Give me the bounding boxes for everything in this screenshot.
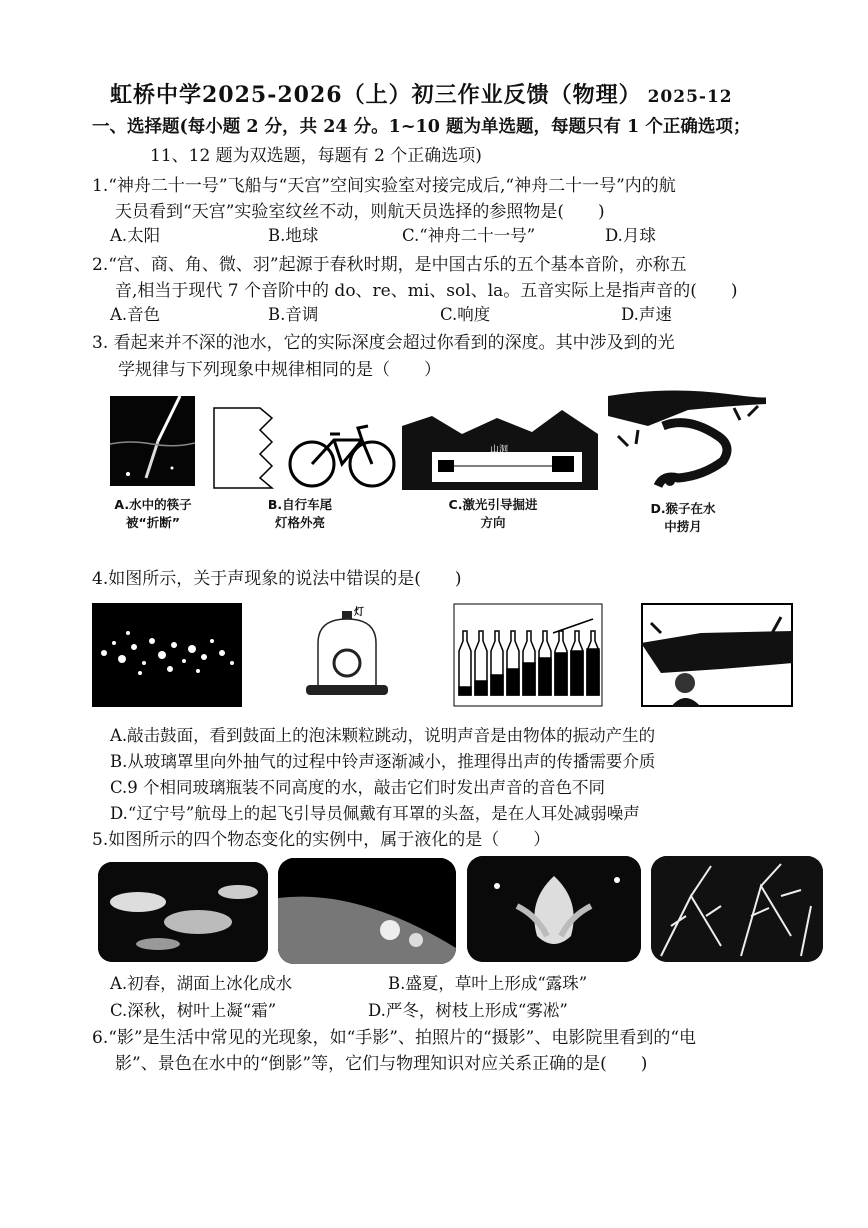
q1-stem-2: 天员看到“天宫”实验室纹丝不动，则航天员选择的参照物是( ) <box>115 202 605 222</box>
q3-image-bicycle <box>212 404 402 490</box>
q4-image-drum <box>92 603 242 707</box>
tunnel-label: 山洞 <box>490 445 509 455</box>
q5-option-c: C.深秋，树叶上凝“霜” <box>110 1001 277 1020</box>
q2-option-b: B.音调 <box>268 305 319 324</box>
q3-image-chopsticks <box>110 396 195 486</box>
q2-option-c: C.响度 <box>440 305 491 324</box>
q5-option-b: B.盛夏，草叶上形成“露珠” <box>388 974 588 993</box>
title-date: 2025-12 <box>647 87 733 107</box>
q5-image-dew <box>278 858 456 964</box>
q5-image-melting-ice <box>98 862 268 962</box>
q4-image-bell-jar <box>298 603 396 707</box>
q2-option-d: D.声速 <box>621 305 672 324</box>
q4-option-a: A.敲击鼓面，看到鼓面上的泡沫颗粒跳动，说明声音是由物体的振动产生的 <box>110 726 656 745</box>
q4-option-b: B.从玻璃罩里向外抽气的过程中铃声逐渐减小，推理得出声的传播需要介质 <box>110 752 656 771</box>
title-text: 虹桥中学2025-2026（上）初三作业反馈（物理） <box>110 82 642 108</box>
q3-stem-1: 3. 看起来并不深的池水，它的实际深度会超过你看到的深度。其中涉及到的光 <box>92 333 675 353</box>
q4-image-bottles <box>453 603 603 707</box>
q4-option-d: D.“辽宁号”航母上的起飞引导员佩戴有耳罩的头盔，是在人耳处减弱噪声 <box>110 804 640 823</box>
q2-stem-1: 2.“宫、商、角、微、羽”起源于春秋时期，是中国古乐的五个基本音阶，亦称五 <box>92 255 687 275</box>
q3-caption-b: B.自行车尾 灯格外亮 <box>267 497 333 530</box>
q3-image-monkeys <box>608 386 766 490</box>
q3-caption-c: C.激光引导掘进 方向 <box>448 497 538 530</box>
q3-caption-d: D.猴子在水 中捞月 <box>650 501 716 534</box>
section-heading: 一、选择题(每小题 2 分，共 24 分。1~10 题为单选题，每题只有 1 个正确选项； <box>92 117 751 137</box>
q1-option-c: C.“神舟二十一号” <box>402 226 536 245</box>
page-title <box>110 78 733 109</box>
section-heading-2: 11、12 题为双选题，每题有 2 个正确选项) <box>150 146 482 166</box>
bell-label: 灯 <box>354 607 364 618</box>
q1-option-d: D.月球 <box>605 226 656 245</box>
q4-image-carrier <box>641 603 793 707</box>
q3-image-tunnel <box>402 404 598 490</box>
q1-stem-1: 1.“神舟二十一号”飞船与“天宫”空间实验室对接完成后,“神舟二十一号”内的航 <box>92 176 676 196</box>
q1-option-a: A.太阳 <box>110 226 161 245</box>
q5-stem: 5.如图所示的四个物态变化的实例中，属于液化的是（ ） <box>92 830 551 850</box>
q1-option-b: B.地球 <box>268 226 319 245</box>
q6-stem-1: 6.“影”是生活中常见的光现象，如“手影”、拍照片的“摄影”、电影院里看到的“电 <box>92 1028 697 1048</box>
q5-option-d: D.严冬，树枝上形成“雾凇” <box>368 1001 568 1020</box>
q3-caption-a: A.水中的筷子 被“折断” <box>114 497 192 530</box>
q5-image-frost <box>467 856 641 962</box>
q3-stem-2: 学规律与下列现象中规律相同的是（ ） <box>118 360 441 380</box>
q4-option-c: C.9 个相同玻璃瓶装不同高度的水，敲击它们时发出声音的音色不同 <box>110 778 606 797</box>
q5-image-rime <box>651 856 823 962</box>
q5-option-a: A.初春，湖面上冰化成水 <box>110 974 293 993</box>
q6-stem-2: 影”、景色在水中的“倒影”等，它们与物理知识对应关系正确的是( ) <box>115 1054 648 1074</box>
q4-stem: 4.如图所示，关于声现象的说法中错误的是( ) <box>92 569 462 589</box>
q2-option-a: A.音色 <box>110 305 161 324</box>
q2-stem-2: 音,相当于现代 7 个音阶中的 do、re、mi、sol、la。五音实际上是指声音的( ) <box>115 281 738 301</box>
